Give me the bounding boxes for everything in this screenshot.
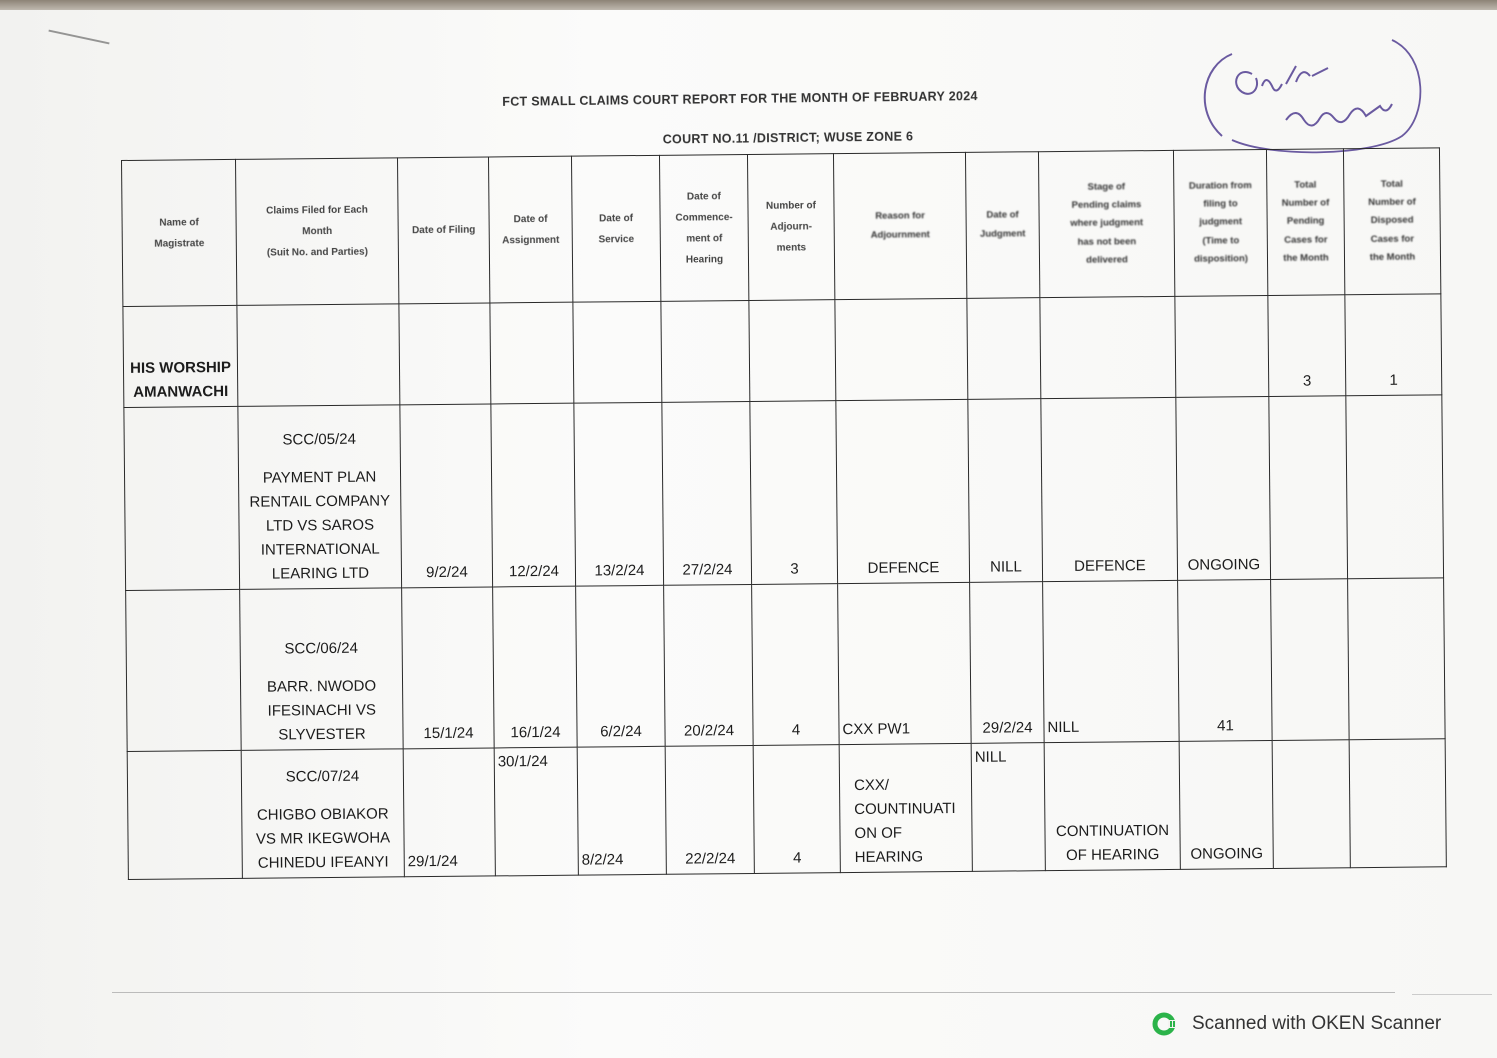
duration: ONGOING	[1179, 741, 1273, 870]
col-header-magistrate: Name of Magistrate	[122, 159, 237, 306]
pending-stage: CONTINUATION OF HEARING	[1044, 742, 1180, 871]
col-header-claims: Claims Filed for Each Month (Suit No. and Parties)	[235, 158, 398, 306]
suit-cell	[241, 749, 404, 878]
oken-scanner-logo-icon	[1152, 1011, 1178, 1037]
magistrate-row	[123, 294, 1442, 408]
pending-stage: DEFENCE	[1041, 397, 1178, 582]
suit-cell	[240, 588, 404, 750]
col-header-date-service: Date of Service	[571, 155, 660, 302]
date-hearing: 22/2/24	[665, 746, 754, 875]
date-hearing: 27/2/24	[662, 401, 752, 585]
pending-stage: NILL	[1043, 581, 1180, 743]
date-service: 6/2/24	[576, 586, 666, 748]
adjournments-count: 4	[752, 584, 840, 746]
date-assignment: 30/1/24	[494, 747, 578, 876]
col-header-reason: Reason for Adjournment	[833, 152, 966, 299]
suit-number: SCC/06/24	[284, 639, 358, 658]
adjournment-reason: CXX PW1	[838, 583, 972, 745]
total-disposed: 1	[1345, 294, 1442, 396]
col-header-date-hearing: Date of Commence- ment of Hearing	[659, 154, 748, 301]
suit-number: SCC/05/24	[282, 431, 356, 449]
page-bottom-rule	[1412, 994, 1492, 995]
suit-cell	[238, 405, 402, 590]
col-header-adjournments: Number of Adjourn- ments	[747, 154, 834, 301]
table-header-row	[122, 148, 1441, 307]
suit-parties: BARR. NWODO IFESINACHI VS SLYVESTER	[266, 677, 377, 744]
judgment-date: 29/2/24	[970, 582, 1045, 743]
scanner-watermark	[1152, 1010, 1441, 1038]
date-assignment: 12/2/24	[491, 403, 576, 587]
claims-report-table	[121, 147, 1447, 880]
report-subtitle: COURT NO.11 /DISTRICT; WUSE ZONE 6	[662, 129, 914, 147]
adjournments-count: 3	[750, 401, 838, 585]
date-filing: 15/1/24	[402, 587, 495, 749]
date-hearing: 20/2/24	[664, 585, 754, 747]
col-header-judgment: Date of Judgment	[965, 152, 1039, 299]
col-header-total-disposed: Total Number of Disposed Cases for the Month	[1343, 148, 1440, 295]
suit-number: SCC/07/24	[285, 767, 360, 786]
date-service: 8/2/24	[577, 746, 666, 875]
adjournment-reason: CXX/ COUNTINUATI ON OF HEARING	[839, 744, 972, 873]
handwritten-note-icon	[1192, 36, 1428, 158]
judgment-date: NILL	[968, 399, 1043, 583]
col-header-total-pending: Total Number of Pending Cases for the Month	[1266, 149, 1344, 296]
report-title: FCT SMALL CLAIMS COURT REPORT FOR THE MONTH OF FEBRUARY 2024	[502, 89, 978, 109]
col-header-stage: Stage of Pending claims where judgment has not been delivered	[1038, 150, 1174, 297]
table-row	[126, 578, 1445, 751]
duration: 41	[1178, 580, 1273, 742]
total-pending: 3	[1268, 295, 1346, 397]
scanner-brand-text: Scanned with OKEN Scanner	[1192, 1013, 1442, 1034]
adjournment-reason: DEFENCE	[836, 399, 970, 584]
duration: ONGOING	[1176, 396, 1271, 580]
adjournments-count: 4	[753, 745, 840, 874]
suit-parties: PAYMENT PLAN RENTAIL COMPANY LTD VS SAROS INTERNATIONAL LEARING LTD	[249, 468, 391, 583]
magistrate-name: HIS WORSHIP AMANWACHI	[123, 305, 238, 407]
table-row	[124, 395, 1444, 591]
table-row	[127, 739, 1446, 879]
judgment-date: NILL	[971, 743, 1045, 872]
page-bottom-rule	[112, 992, 1395, 993]
col-header-date-assignment: Date of Assignment	[488, 156, 572, 303]
col-header-duration: Duration from filing to judgment (Time to disposition)	[1173, 150, 1267, 297]
suit-parties: CHIGBO OBIAKOR VS MR IKEGWOHA CHINEDU IFEANYI	[255, 805, 391, 872]
date-assignment: 16/1/24	[493, 587, 578, 749]
date-filing: 9/2/24	[400, 404, 493, 588]
date-service: 13/2/24	[574, 402, 664, 586]
date-filing: 29/1/24	[403, 748, 495, 877]
col-header-date-filing: Date of Filing	[397, 157, 489, 304]
